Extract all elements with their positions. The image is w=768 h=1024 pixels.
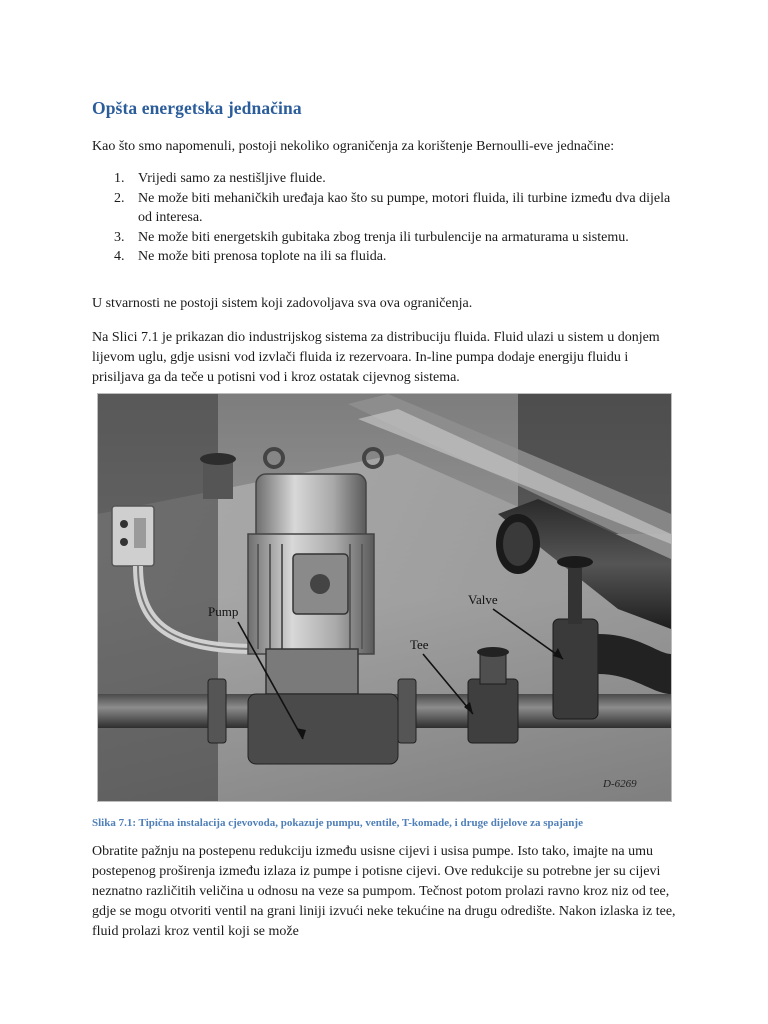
valve-handwheel <box>557 556 593 568</box>
figure-caption: Slika 7.1: Tipična instalacija cjevovoda, pokazuje pumpu, ventile, T-komade, i druge dijelove za spajanje <box>92 817 583 829</box>
intro-paragraph: Kao što smo napomenuli, postoji nekoliko ograničenja za korištenje Bernoulli-eve jednačine: <box>92 139 615 154</box>
list-item-number: 1. <box>114 171 125 186</box>
control-box <box>112 506 154 566</box>
gate-valve <box>553 619 598 719</box>
section-heading: Opšta energetska jednačina <box>92 98 302 118</box>
limitations-list <box>92 169 682 267</box>
list-item-text: Ne može biti prenosa toplote na ili sa fluida. <box>138 249 387 264</box>
list-item-text: Ne može biti mehaničkih uređaja kao što su pumpe, motori fluida, ili turbine između dva dijela od interesa. <box>138 190 671 225</box>
paragraph-reality: U stvarnosti ne postoji sistem koji zadovoljava sva ova ograničenja. <box>92 296 473 311</box>
paragraph-description: Obratite pažnju na postepenu redukciju između usisne cijevi i usisa pumpe. Isto tako, imajte na umu postepenog proširenja između izlaza iz pumpe i potisne cijevi. Ove redukcije su potrebne jer su cijevi neznatno različitih veličina u odnosu na veze sa pumpom. Tečnost potom prolazi ravno kroz niz od tee, gdje se mogu otvoriti ventil na grani liniji izvući neke tekućine na drugu odredište. Nakon izlaska iz tee, fluid prolazi kroz ventil koji se može <box>92 844 676 939</box>
discharge-flange <box>398 679 416 743</box>
pump-installation-photo <box>98 394 671 801</box>
valve-label: Valve <box>468 592 498 607</box>
paragraph-figure-intro: Na Slici 7.1 je prikazan dio industrijskog sistema za distribuciju fluida. Fluid ulazi u sistem u donjem lijevom uglu, gdje usisni vod izvlači fluida iz rezervoara. In-line pumpa dodaje energiju fluidu i prisiljava ga da teče u potisni vod i kroz ostatak cijevnog sistema. <box>92 330 660 385</box>
suction-flange <box>208 679 226 743</box>
figure-pump-installation <box>97 393 672 802</box>
list-item-number: 4. <box>114 249 125 264</box>
tee-fitting <box>468 679 518 743</box>
list-item <box>92 169 682 189</box>
pump-casing <box>248 694 398 764</box>
list-item <box>92 189 682 228</box>
list-item-number: 2. <box>114 190 125 206</box>
list-item-text: Ne može biti energetskih gubitaka zbog trenja ili turbulencije na armaturama u sistemu. <box>138 229 629 245</box>
list-item <box>92 228 682 248</box>
tee-valve-handwheel <box>477 647 509 657</box>
list-item-number: 3. <box>114 229 125 245</box>
photo-code-label: D-6269 <box>603 778 637 790</box>
tee-label: Tee <box>410 637 429 652</box>
pump-label: Pump <box>208 604 239 619</box>
list-item-text: Vrijedi samo za nestišljive fluide. <box>138 171 326 186</box>
list-item <box>92 247 682 267</box>
